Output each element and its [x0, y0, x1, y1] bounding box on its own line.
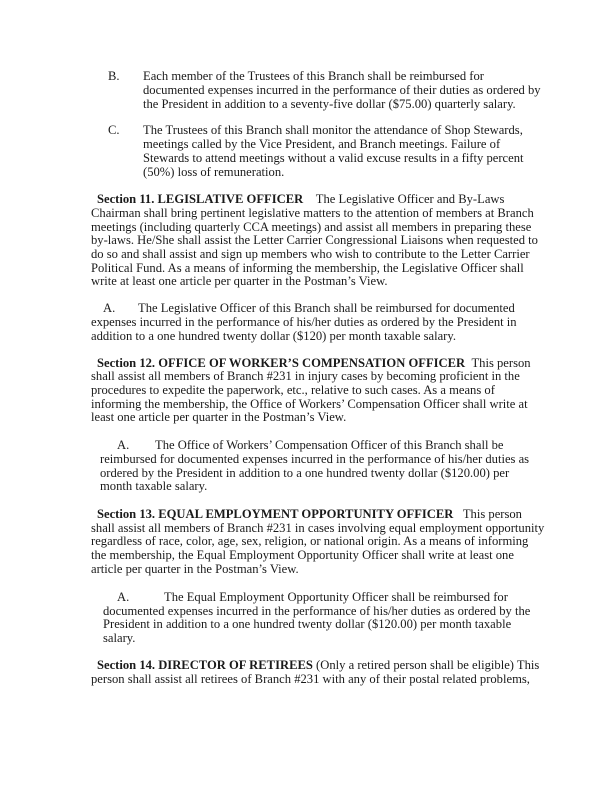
text-line: This person	[462, 507, 522, 521]
text-line: Political Fund. As a means of informing the membership, the Legislative Officer shall	[91, 261, 524, 275]
text-line: ordered by the President in addition to a one hundred twenty dollar ($120.00) per	[100, 466, 510, 480]
text-line: write at least one article per quarter in the Postman’s View.	[91, 274, 388, 288]
text-line: do so and shall assist and sign up members who wish to contribute to the Letter Carrier	[91, 247, 530, 261]
text-line: Each member of the Trustees of this Branch shall be reimbursed for	[143, 69, 484, 83]
section-heading: Section 12. OFFICE OF WORKER’S COMPENSATION OFFICER	[97, 356, 466, 370]
text-line: addition to a one hundred twenty dollar ($120) per month taxable salary.	[91, 329, 456, 343]
text-line: informing the membership, the Office of Workers’ Compensation Officer shall write at	[91, 397, 528, 411]
text-line: month taxable salary.	[100, 479, 208, 493]
item-label: A.	[117, 590, 130, 604]
text-line: the membership, the Equal Employment Opportunity Officer shall write at least one	[91, 548, 514, 562]
text-line: The Legislative Officer of this Branch shall be reimbursed for documented	[138, 301, 515, 315]
text-line: (50%) loss of remuneration.	[143, 165, 285, 179]
text-line: shall assist all members of Branch #231 in cases involving equal employment opportunity	[91, 521, 545, 535]
text-line: President in addition to a one hundred twenty dollar ($120.00) per month taxable	[103, 617, 512, 631]
text-line: Chairman shall bring pertinent legislative matters to the attention of members at Branch	[91, 206, 534, 220]
text-line: procedures to expedite the paperwork, etc., relative to such cases. As a means of	[91, 383, 495, 397]
text-line: reimbursed for documented expenses incurred in the performance of his/her duties as	[100, 452, 530, 466]
text-line: (Only a retired person shall be eligible) This	[316, 658, 540, 672]
text-line: This person	[471, 356, 531, 370]
text-line: The Trustees of this Branch shall monitor the attendance of Shop Stewards,	[143, 123, 523, 137]
section-heading: Section 13. EQUAL EMPLOYMENT OPPORTUNITY OFFICER	[97, 507, 454, 521]
section-heading: Section 14. DIRECTOR OF RETIREES	[97, 658, 313, 672]
item-label: A.	[117, 438, 130, 452]
text-line: least one article per quarter in the Postman’s View.	[91, 410, 347, 424]
text-line: shall assist all members of Branch #231 in injury cases by becoming proficient in the	[91, 369, 520, 383]
text-line: expenses incurred in the performance of his/her duties as ordered by the President in	[91, 315, 517, 329]
text-line: person shall assist all retirees of Branch #231 with any of their postal related problems,	[91, 672, 530, 686]
text-line: the President in addition to a seventy-five dollar ($75.00) quarterly salary.	[143, 97, 516, 111]
text-line: regardless of race, color, age, sex, religion, or national origin. As a means of informing	[91, 534, 529, 548]
text-line: by-laws. He/She shall assist the Letter Carrier Congressional Liaisons when requested to	[91, 233, 538, 247]
text-line: meetings (including quarterly CCA meetings) and assist all members in preparing these	[91, 220, 532, 234]
text-line: salary.	[103, 631, 136, 645]
text-line: documented expenses incurred in the performance of their duties as ordered by	[143, 83, 541, 97]
text-line: documented expenses incurred in the performance of his/her duties as ordered by the	[103, 604, 531, 618]
item-label: A.	[103, 301, 116, 315]
text-line: article per quarter in the Postman’s View.	[91, 562, 299, 576]
text-line: The Equal Employment Opportunity Officer shall be reimbursed for	[164, 590, 508, 604]
text-line: The Office of Workers’ Compensation Officer of this Branch shall be	[155, 438, 504, 452]
text-line: The Legislative Officer and By-Laws	[315, 192, 505, 206]
item-label: C.	[108, 123, 120, 137]
item-label: B.	[108, 69, 120, 83]
text-line: Stewards to attend meetings without a valid excuse results in a fifty percent	[143, 151, 524, 165]
section-heading: Section 11. LEGISLATIVE OFFICER	[97, 192, 304, 206]
text-line: meetings called by the Vice President, and Branch meetings. Failure of	[143, 137, 501, 151]
